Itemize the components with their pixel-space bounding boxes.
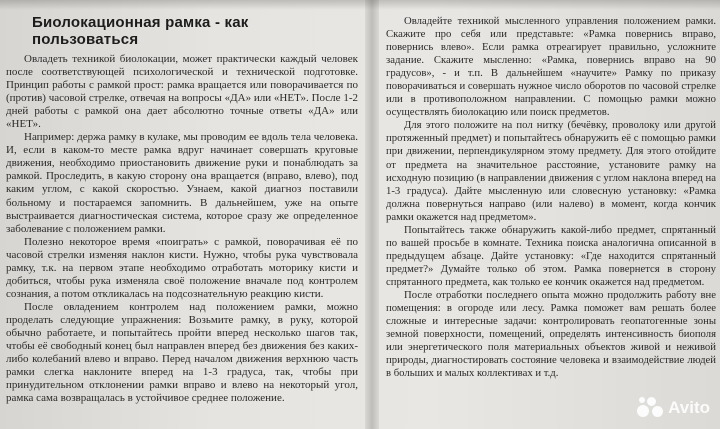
paragraph: Овладейте техникой мысленного управления положением рамки. Скажите про себя или представьте: «Рамка повернись вправо, повернись влево». Если рамка отреагирует правильно, усложните задание. Скажите мысленно: «Рамка, повернись вправо на 90 градусов», - и т.п. В дальнейшем «научите» Рамку по приказу поворачиваться и совершать нужное число оборотов по часовой стрелке или в противоположном направлении. С помощью рамки можно осуществлять биолокацию или поиск предметов. — [386, 15, 716, 119]
paragraph: Попытайтесь также обнаружить какой-либо предмет, спрятанный по вашей просьбе в комнате. Техника поиска аналогична описанной в предыдущем абзаце. Дайте установку: «Где находится спрятанный предмет?» Думайте только об этом. Рамка повернется в сторону спрятанного предмета, как только ее кончик окажется над предметом. — [386, 223, 716, 288]
paragraph: Овладеть техникой биолокации, может практически каждый человек после соответствующей психологической и технической подготовке. Принцип работы с рамкой прост: рамка вращается или поворачивается по (против) часовой стрелке, отвечая на вопросы «ДА» или «НЕТ». После 1-2 дней работы с рамкой она дает абсолютно точные ответы «ДА» или «НЕТ». — [6, 53, 358, 131]
paragraph: Полезно некоторое время «поиграть» с рамкой, поворачивая её по часовой стрелки изменяя наклон кисти. Нужно, чтобы рука чувствовала рамку, т.к. на первом этапе необходимо отработать моторику кисти и добиться, чтобы рука изменяла своё положение вначале под контролем сознания, а потом откликалась на подсознательную реакцию кисти. — [6, 235, 358, 300]
left-column — [6, 0, 358, 429]
page-gutter — [365, 0, 379, 429]
paragraph: Например: держа рамку в кулаке, мы проводим ее вдоль тела человека. И, если в каком-то месте рамка вдруг начинает совершать круговые движения, необходимо приостановить движение руки и понаблюдать за рамкой. Проследить, в какую сторону она вращается (вправо, влево), под каким углом, с какой скоростью. Узнаем, какой диагноз поставили больному и постараемся запомнить. В дальнейшем, уже на опыте выстраивается диагностическая система, которое сразу же определенное заболевание с положением рамки. — [6, 131, 358, 235]
avito-watermark — [637, 397, 710, 419]
paragraph: После овладением контролем над положением рамки, можно проделать следующие упражнения: Возьмите рамку, в руку, которой обычно работаете, и попытайтесь пройти вперед несколько шагов так, чтобы её свободный конец был направлен вперед без движения без каких-либо колебаний влево и вправо. Перед началом движения верхнюю часть рамки слегка наклоните вперед на 1-3 градуса, так, чтобы при принудительном отклонении рамки вправо и влево на некоторый угол, рамка сама возвращалась в устойчивое среднее положение. — [6, 300, 358, 405]
article-title: Биолокационная рамка - как пользоваться — [32, 14, 249, 48]
paragraph: После отработки последнего опыта можно продолжить работу вне помещения: в огороде или лесу. Рамка поможет вам решать более сложные и интересные задачи: контролировать геопатогенные зоны земной поверхности, помещений, определять интенсивность биополя или энергетического поля материальных объектов живой и неживой природы, диагностировать состояние человека и взаимодействие людей в больших и малых коллективах и т.д. — [386, 288, 716, 380]
avito-logo-icon — [637, 397, 663, 419]
right-column — [386, 0, 716, 429]
paragraph: Для этого положите на пол нитку (бечёвку, проволоку или другой протяженный предмет) и попытайтесь обнаружить её с помощью рамки при движении, перпендикулярном этому предмету. Для этого отойдите от предмета на значительное расстояние, установите рамку на исходную позицию (в направлении движения с углом наклона вперед на 1-3 градуса). Дайте мысленную или словесную установку: «Рамка должна повернуться направо (или налево) в момент, когда кончик рамки окажется над предметом». — [386, 119, 716, 223]
watermark-brand: Avito — [668, 398, 710, 417]
